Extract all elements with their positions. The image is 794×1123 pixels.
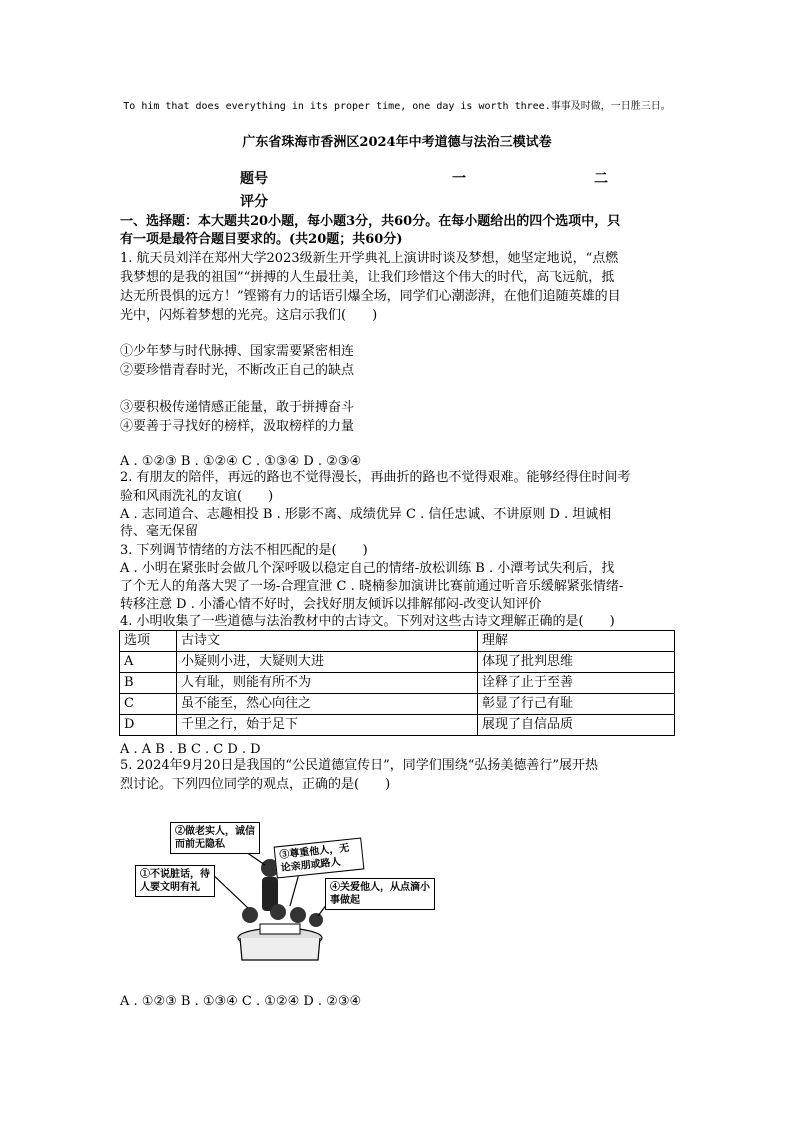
table-cell: 小疑则小进，大疑则大进 bbox=[177, 652, 478, 673]
exam-title: 广东省珠海市香洲区2024年中考道德与法治三模试卷 bbox=[242, 135, 552, 150]
q3-line: A . 小明在紧张时会做几个深呼吸以稳定自己的情绪-放松训练 B . 小潭考试失利后，找 bbox=[120, 561, 615, 576]
q2-line: 待、毫无保留 bbox=[120, 524, 199, 539]
q1-option-1: ①少年梦与时代脉搏、国家需要紧密相连 bbox=[120, 344, 355, 359]
score-row2-label: 评分 bbox=[240, 194, 268, 210]
table-row bbox=[120, 715, 675, 736]
table-header-cell: 选项 bbox=[120, 631, 177, 652]
q5-line: 烈讨论。下列四位同学的观点，正确的是( ) bbox=[120, 777, 391, 792]
score-row-label: 题号 bbox=[240, 171, 268, 187]
score-col-1: 一 bbox=[452, 171, 466, 187]
table-header-cell: 古诗文 bbox=[177, 631, 478, 652]
table-cell: A bbox=[120, 652, 177, 673]
table-cell: 虽不能至，然心向往之 bbox=[177, 694, 478, 715]
q3-line: 3. 下列调节情绪的方法不相匹配的是( ) bbox=[120, 543, 368, 558]
table-cell: 人有耻，则能有所不为 bbox=[177, 673, 478, 694]
q1-answers: A . ①②③ B . ①②④ C . ①③④ D . ②③④ bbox=[120, 454, 362, 469]
table-row bbox=[120, 652, 675, 673]
speech-bubble-1: ①不说脏话，待人要文明有礼 bbox=[135, 865, 215, 897]
score-col-2: 二 bbox=[594, 171, 608, 187]
table-cell: 诠释了止于至善 bbox=[478, 673, 675, 694]
q4-stem: 4. 小明收集了一些道德与法治教材中的古诗文。下列对这些古诗文理解正确的是( ) bbox=[120, 614, 615, 629]
table-row bbox=[120, 673, 675, 694]
q3-line: 了个无人的角落大哭了一场-合理宣泄 C . 晓楠参加演讲比赛前通过听音乐缓解紧张情绪- bbox=[120, 579, 624, 594]
q1-line: 我梦想的是我的祖国”“拼搏的人生最壮美，让我们珍惜这个伟大的时代，高飞远航，抵 bbox=[120, 270, 615, 285]
q1-line: 1. 航天员刘洋在郑州大学2023级新生开学典礼上演讲时谈及梦想，她坚定地说，“点燃 bbox=[120, 251, 619, 266]
speech-bubble-4: ④关爱他人，从点滴小事做起 bbox=[325, 878, 435, 910]
q1-line: 光中，闪烁着梦想的光亮。这启示我们( ) bbox=[120, 308, 378, 323]
q5-illustration bbox=[130, 820, 440, 970]
table-cell: D bbox=[120, 715, 177, 736]
table-header-cell: 理解 bbox=[478, 631, 675, 652]
q4-table bbox=[119, 630, 675, 736]
q1-line: 达无所畏惧的远方！”铿锵有力的话语引爆全场，同学们心潮澎湃，在他们追随英雄的目 bbox=[120, 289, 621, 304]
section-header-line1: 一、选择题：本大题共20小题，每小题3分，共60分。在每小题给出的四个选项中，只 bbox=[120, 214, 621, 229]
table-cell: 体现了批判思维 bbox=[478, 652, 675, 673]
q2-line: 2. 有朋友的陪伴，再远的路也不觉得漫长，再曲折的路也不觉得艰难。能够经得住时间考 bbox=[120, 470, 631, 485]
table-cell: B bbox=[120, 673, 177, 694]
motto-header: To him that does everything in its proper time, one day is worth three.事事及时做，一日胜三日。 bbox=[123, 101, 671, 112]
speech-bubble-2: ②做老实人，诚信而前无隐私 bbox=[170, 822, 260, 854]
table-cell: C bbox=[120, 694, 177, 715]
section-header-line2: 有一项是最符合题目要求的。(共20题；共60分) bbox=[120, 232, 403, 247]
q1-option-2: ②要珍惜青春时光，不断改正自己的缺点 bbox=[120, 363, 355, 378]
q2-line: A . 志同道合、志趣相投 B . 形影不离、成绩优异 C . 信任忠诚、不讲原则 D . 坦诚相 bbox=[120, 507, 612, 522]
table-row bbox=[120, 694, 675, 715]
table-cell: 千里之行，始于足下 bbox=[177, 715, 478, 736]
q1-option-4: ④要善于寻找好的榜样，汲取榜样的力量 bbox=[120, 419, 355, 434]
q4-answers: A . A B . B C . C D . D bbox=[120, 742, 261, 757]
q3-line: 转移注意 D . 小潘心情不好时，会找好朋友倾诉以排解郁闷-改变认知评价 bbox=[120, 597, 542, 612]
q1-option-3: ③要积极传递情感正能量，敢于拼搏奋斗 bbox=[120, 400, 355, 415]
table-cell: 展现了自信品质 bbox=[478, 715, 675, 736]
speech-bubble-3: ③尊重他人，无论亲朋或路人 bbox=[274, 837, 365, 878]
table-cell: 彰显了行己有耻 bbox=[478, 694, 675, 715]
q5-line: 5. 2024年9月20日是我国的“公民道德宣传日”，同学们围绕“弘扬美德善行”展开热 bbox=[120, 758, 599, 773]
table-header-row bbox=[120, 631, 675, 652]
q2-line: 验和风雨洗礼的友谊( ) bbox=[120, 489, 274, 504]
q5-answers: A . ①②③ B . ①③④ C . ①②④ D . ②③④ bbox=[120, 994, 362, 1009]
